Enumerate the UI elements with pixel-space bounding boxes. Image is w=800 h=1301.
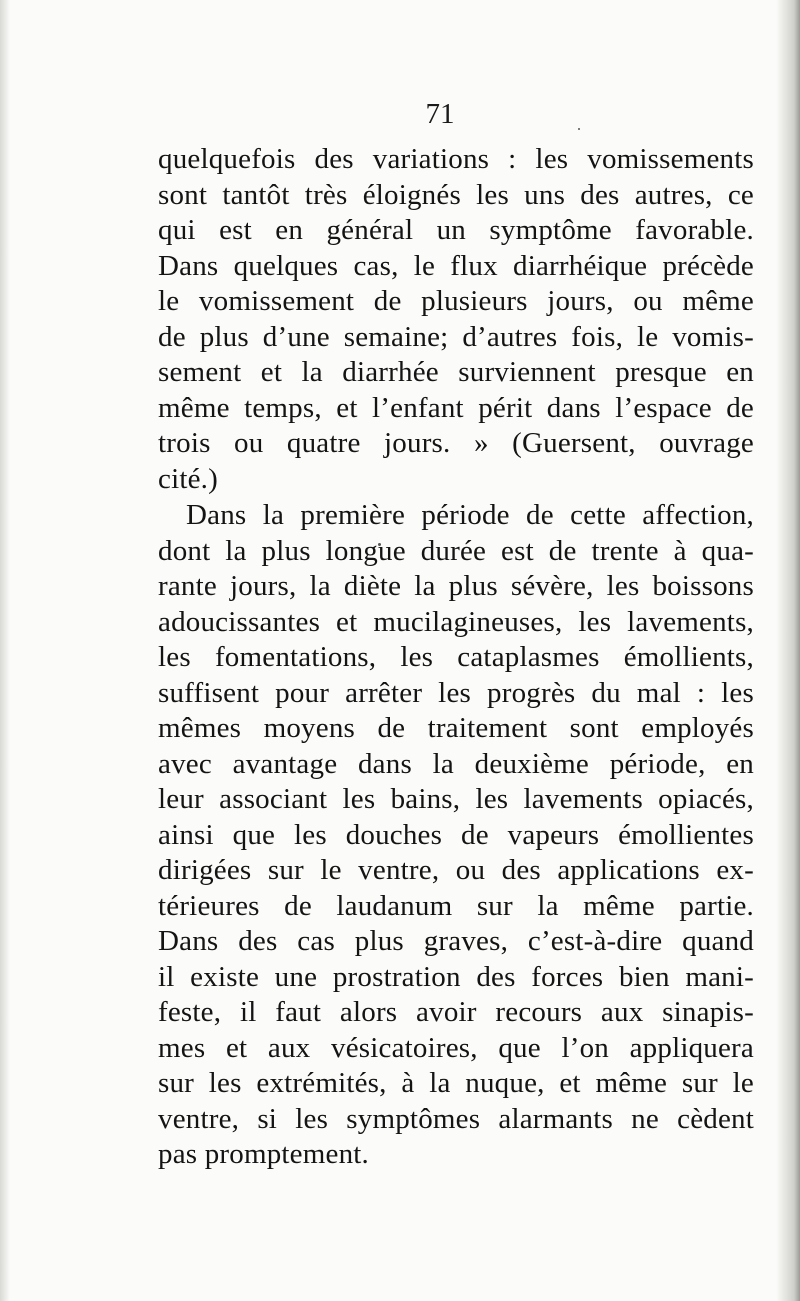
text-line: adoucissantes et mucilagineuses, les lavements, [158, 605, 754, 638]
text-line: Dans quelques cas, le flux diarrhéique précède [158, 249, 754, 282]
paragraph-first-line: Dans la première période de cette affection, [186, 499, 754, 531]
page-number: 71 [425, 98, 455, 130]
text-line: même temps, et l’enfant périt dans l’espace de [158, 391, 754, 424]
text-line: qui est en général un symptôme favorable. [158, 214, 754, 246]
ink-speck [578, 128, 580, 130]
text-line: de plus d’une semaine; d’autres fois, le vomis- [158, 320, 754, 353]
text-line: trois ou quatre jours. » (Guersent, ouvrage [158, 427, 754, 459]
text-line: mêmes moyens de traitement sont employés [158, 712, 754, 744]
text-line: avec avantage dans la deuxième période, en [158, 747, 754, 780]
text-line: sement et la diarrhée surviennent presque en [158, 356, 754, 388]
text-line: suffisent pour arrêter les progrès du mal : les [158, 676, 754, 709]
body-text [158, 142, 754, 1173]
text-line: le vomissement de plusieurs jours, ou même [158, 285, 754, 317]
text-line: mes et aux vésicatoires, que l’on appliquera [158, 1031, 754, 1064]
page-right-edge [776, 0, 800, 1301]
text-line: leur associant les bains, les lavements opiacés, [158, 783, 754, 815]
text-line: dirigées sur le ventre, ou des applications ex- [158, 854, 754, 886]
text-line: térieures de laudanum sur la même partie. [158, 889, 754, 922]
text-line: ventre, si les symptômes alarmants ne cèdent [158, 1102, 754, 1135]
text-line: sont tantôt très éloignés les uns des autres, ce [158, 178, 754, 211]
text-line: rante jours, la diète la plus sévère, les boissons [158, 570, 754, 602]
text-line: il existe une prostration des forces bien mani- [158, 960, 754, 993]
text-line: pas promptement. [158, 1138, 369, 1170]
text-line: dont la plus longue durée est de trente à qua- [158, 534, 754, 567]
text-line: Dans des cas plus graves, c’est-à-dire quand [158, 925, 754, 957]
text-line: les fomentations, les cataplasmes émollients, [158, 641, 754, 673]
text-line: quelquefois des variations : les vomissements [158, 143, 754, 175]
text-line: cité.) [158, 462, 218, 495]
text-line: ainsi que les douches de vapeurs émollientes [158, 818, 754, 851]
text-line: sur les extrémités, à la nuque, et même sur le [158, 1067, 754, 1099]
page-left-edge [0, 0, 10, 1301]
text-line: feste, il faut alors avoir recours aux sinapis- [158, 996, 754, 1028]
